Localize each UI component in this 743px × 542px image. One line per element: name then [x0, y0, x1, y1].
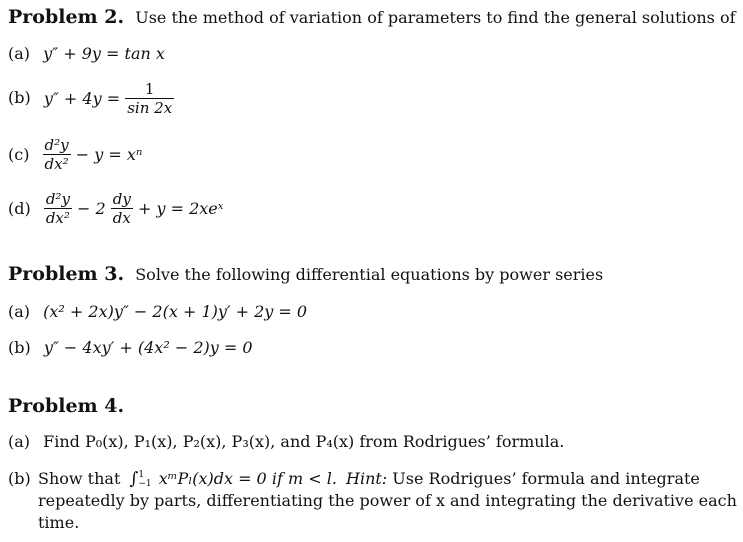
hint-label: Hint:	[346, 469, 388, 488]
fraction-numerator: d²y	[44, 136, 69, 154]
equation: (x² + 2x)y″ − 2(x + 1)y′ + 2y = 0	[43, 302, 308, 321]
problem-4b-line-1	[38, 468, 737, 490]
upper-limit: 1	[138, 469, 145, 480]
equation-rhs: − y = xⁿ	[75, 145, 143, 164]
fraction-denominator: dx	[111, 208, 133, 227]
lower-limit: −1	[138, 478, 152, 489]
item-label: (a)	[8, 44, 31, 63]
integral-sign: ∫	[129, 469, 139, 489]
item-label: (a)	[8, 302, 31, 321]
equation-rhs: + y = 2xeˣ	[137, 199, 224, 218]
item-text: Find P₀(x), P₁(x), P₂(x), P₃(x), and P₄(x) from Rodrigues’ formula.	[43, 432, 565, 451]
problem-2c	[8, 136, 142, 173]
equation-lhs: y″ + 4y =	[43, 89, 121, 108]
fraction-denominator: sin 2x	[127, 99, 173, 117]
fraction	[43, 136, 71, 173]
problem-2d	[8, 190, 223, 227]
integral-limits	[138, 471, 151, 489]
middle-term: − 2	[77, 199, 106, 218]
problem-3-description: Solve the following differential equations by power series	[135, 265, 604, 284]
problem-2-heading	[8, 6, 736, 28]
problem-3b	[8, 338, 253, 357]
problem-2-title: Problem 2.	[8, 6, 125, 28]
fraction-denominator: dx²	[44, 208, 72, 227]
problem-2a	[8, 44, 165, 63]
problem-4-title: Problem 4.	[8, 395, 125, 417]
line-1-rest: Use Rodrigues’ formula and integrate	[392, 469, 700, 488]
problem-4b-body	[38, 468, 737, 534]
problem-2b	[8, 80, 174, 117]
problem-4a	[8, 432, 564, 451]
fraction-denominator: dx²	[43, 154, 71, 173]
problem-4b-line-2: repeatedly by parts, differentiating the power of x and integrating the derivative each	[38, 491, 737, 510]
item-label: (d)	[8, 199, 31, 218]
fraction-first-derivative	[111, 190, 133, 227]
equation: y″ + 9y = tan x	[43, 44, 165, 63]
fraction-numerator: 1	[144, 80, 155, 98]
problem-4b-row	[8, 468, 737, 534]
item-label: (b)	[8, 88, 31, 107]
item-label: (c)	[8, 145, 30, 164]
problem-2-description: Use the method of variation of parameters to find the general solutions of	[135, 8, 736, 27]
item-label: (b)	[8, 338, 31, 357]
problem-4-heading	[8, 395, 124, 417]
problem-3-title: Problem 3.	[8, 263, 125, 285]
problem-3a	[8, 302, 307, 321]
equation: y″ − 4xy′ + (4x² − 2)y = 0	[43, 338, 253, 357]
fraction-numerator: dy	[112, 190, 131, 208]
problem-4b	[8, 468, 737, 534]
fraction	[125, 80, 174, 117]
problem-4b-line-3: time.	[38, 513, 80, 532]
item-label: (b)	[8, 469, 31, 488]
item-label: (a)	[8, 432, 31, 451]
line-1-start: Show that	[38, 469, 121, 488]
fraction-second-derivative	[44, 190, 72, 227]
integral-expression: xᵐPₗ(x)dx = 0 if m < l.	[158, 469, 337, 488]
fraction-numerator: d²y	[45, 190, 70, 208]
problem-3-heading	[8, 263, 603, 285]
